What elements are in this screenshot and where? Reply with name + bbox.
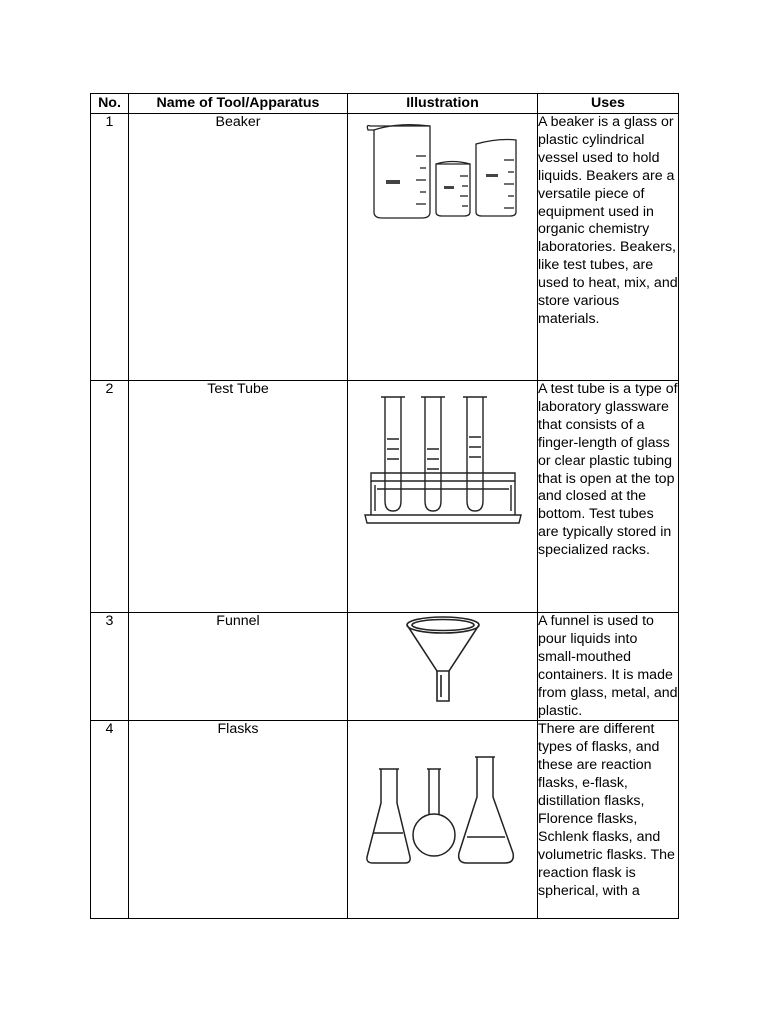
row-number: 3 [91,613,129,721]
header-uses: Uses [538,94,679,114]
apparatus-name: Flasks [129,721,348,919]
flasks-illustration [363,753,523,873]
table-row [91,721,679,919]
uses-text: A funnel is used to pour liquids into small-mouthed containers. It is made from glass, metal, and plastic. [538,613,679,721]
apparatus-name: Beaker [129,114,348,381]
row-number: 4 [91,721,129,919]
header-illustration: Illustration [348,94,538,114]
apparatus-table [90,93,679,919]
table-row [91,114,679,381]
illustration-cell [348,381,538,613]
illustration-cell [348,721,538,919]
row-number: 1 [91,114,129,381]
header-no: No. [91,94,129,114]
illustration-cell [348,613,538,721]
test-tube-rack-illustration [363,389,523,527]
uses-text: There are different types of flasks, and these are reaction flasks, e-flask, distillation flasks, Florence flasks, Schlenk flasks, and volumetric flasks. The reaction flask is spherical, with a [538,721,679,919]
apparatus-name: Funnel [129,613,348,721]
table-row [91,381,679,613]
uses-text: A beaker is a glass or plastic cylindrical vessel used to hold liquids. Beakers are a versatile piece of equipment used in organic chemistry laboratories. Beakers, like test tubes, are used to heat, mix, and store various materials. [538,114,679,381]
funnel-illustration [403,613,483,709]
uses-text: A test tube is a type of laboratory glassware that consists of a finger-length of glass or clear plastic tubing that is open at the top and closed at the bottom. Test tubes are typically stored in specialized racks. [538,381,679,613]
beakers-illustration [358,116,528,222]
header-name: Name of Tool/Apparatus [129,94,348,114]
table-row [91,613,679,721]
header-row [91,94,679,114]
row-number: 2 [91,381,129,613]
illustration-cell [348,114,538,381]
apparatus-name: Test Tube [129,381,348,613]
